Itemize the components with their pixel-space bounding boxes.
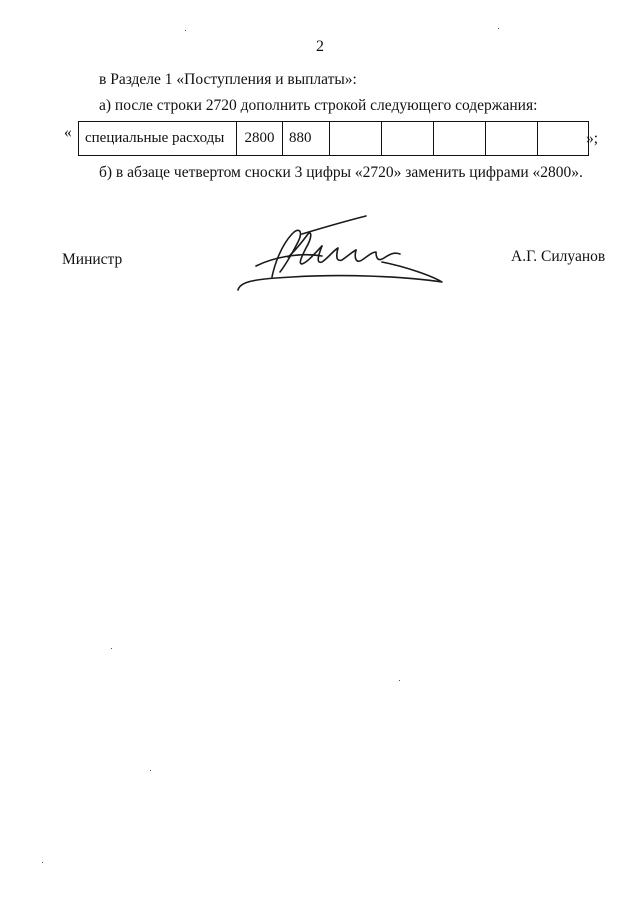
empty-cell <box>486 122 538 156</box>
table-row <box>79 122 589 156</box>
section-reference-text: в Разделе 1 «Поступления и выплаты»: <box>99 71 357 88</box>
empty-cell <box>382 122 434 156</box>
scan-speck <box>111 648 112 649</box>
scan-speck <box>185 30 186 31</box>
amendment-a-text: а) после строки 2720 дополнить строкой следующего содержания: <box>99 97 538 114</box>
scan-speck <box>399 680 400 681</box>
minister-name: А.Г. Силуанов <box>511 248 606 265</box>
empty-cell <box>330 122 382 156</box>
empty-cell <box>434 122 486 156</box>
opening-quote: « <box>64 124 72 141</box>
row-kosgu-cell: 880 <box>283 122 330 156</box>
signature-image <box>232 212 447 294</box>
row-code-cell: 2800 <box>237 122 283 156</box>
closing-quote: »; <box>586 130 599 147</box>
amendment-b-text: б) в абзаце четвертом сноски 3 цифры «2720» заменить цифрами «2800». <box>99 164 583 181</box>
row-label-cell: специальные расходы <box>79 122 237 156</box>
inserted-row-table <box>78 121 589 156</box>
scan-speck <box>498 28 499 29</box>
scan-speck <box>42 862 43 863</box>
scan-speck <box>150 770 151 771</box>
empty-cell <box>538 122 589 156</box>
minister-title: Министр <box>62 251 123 268</box>
page-number: 2 <box>316 38 324 55</box>
